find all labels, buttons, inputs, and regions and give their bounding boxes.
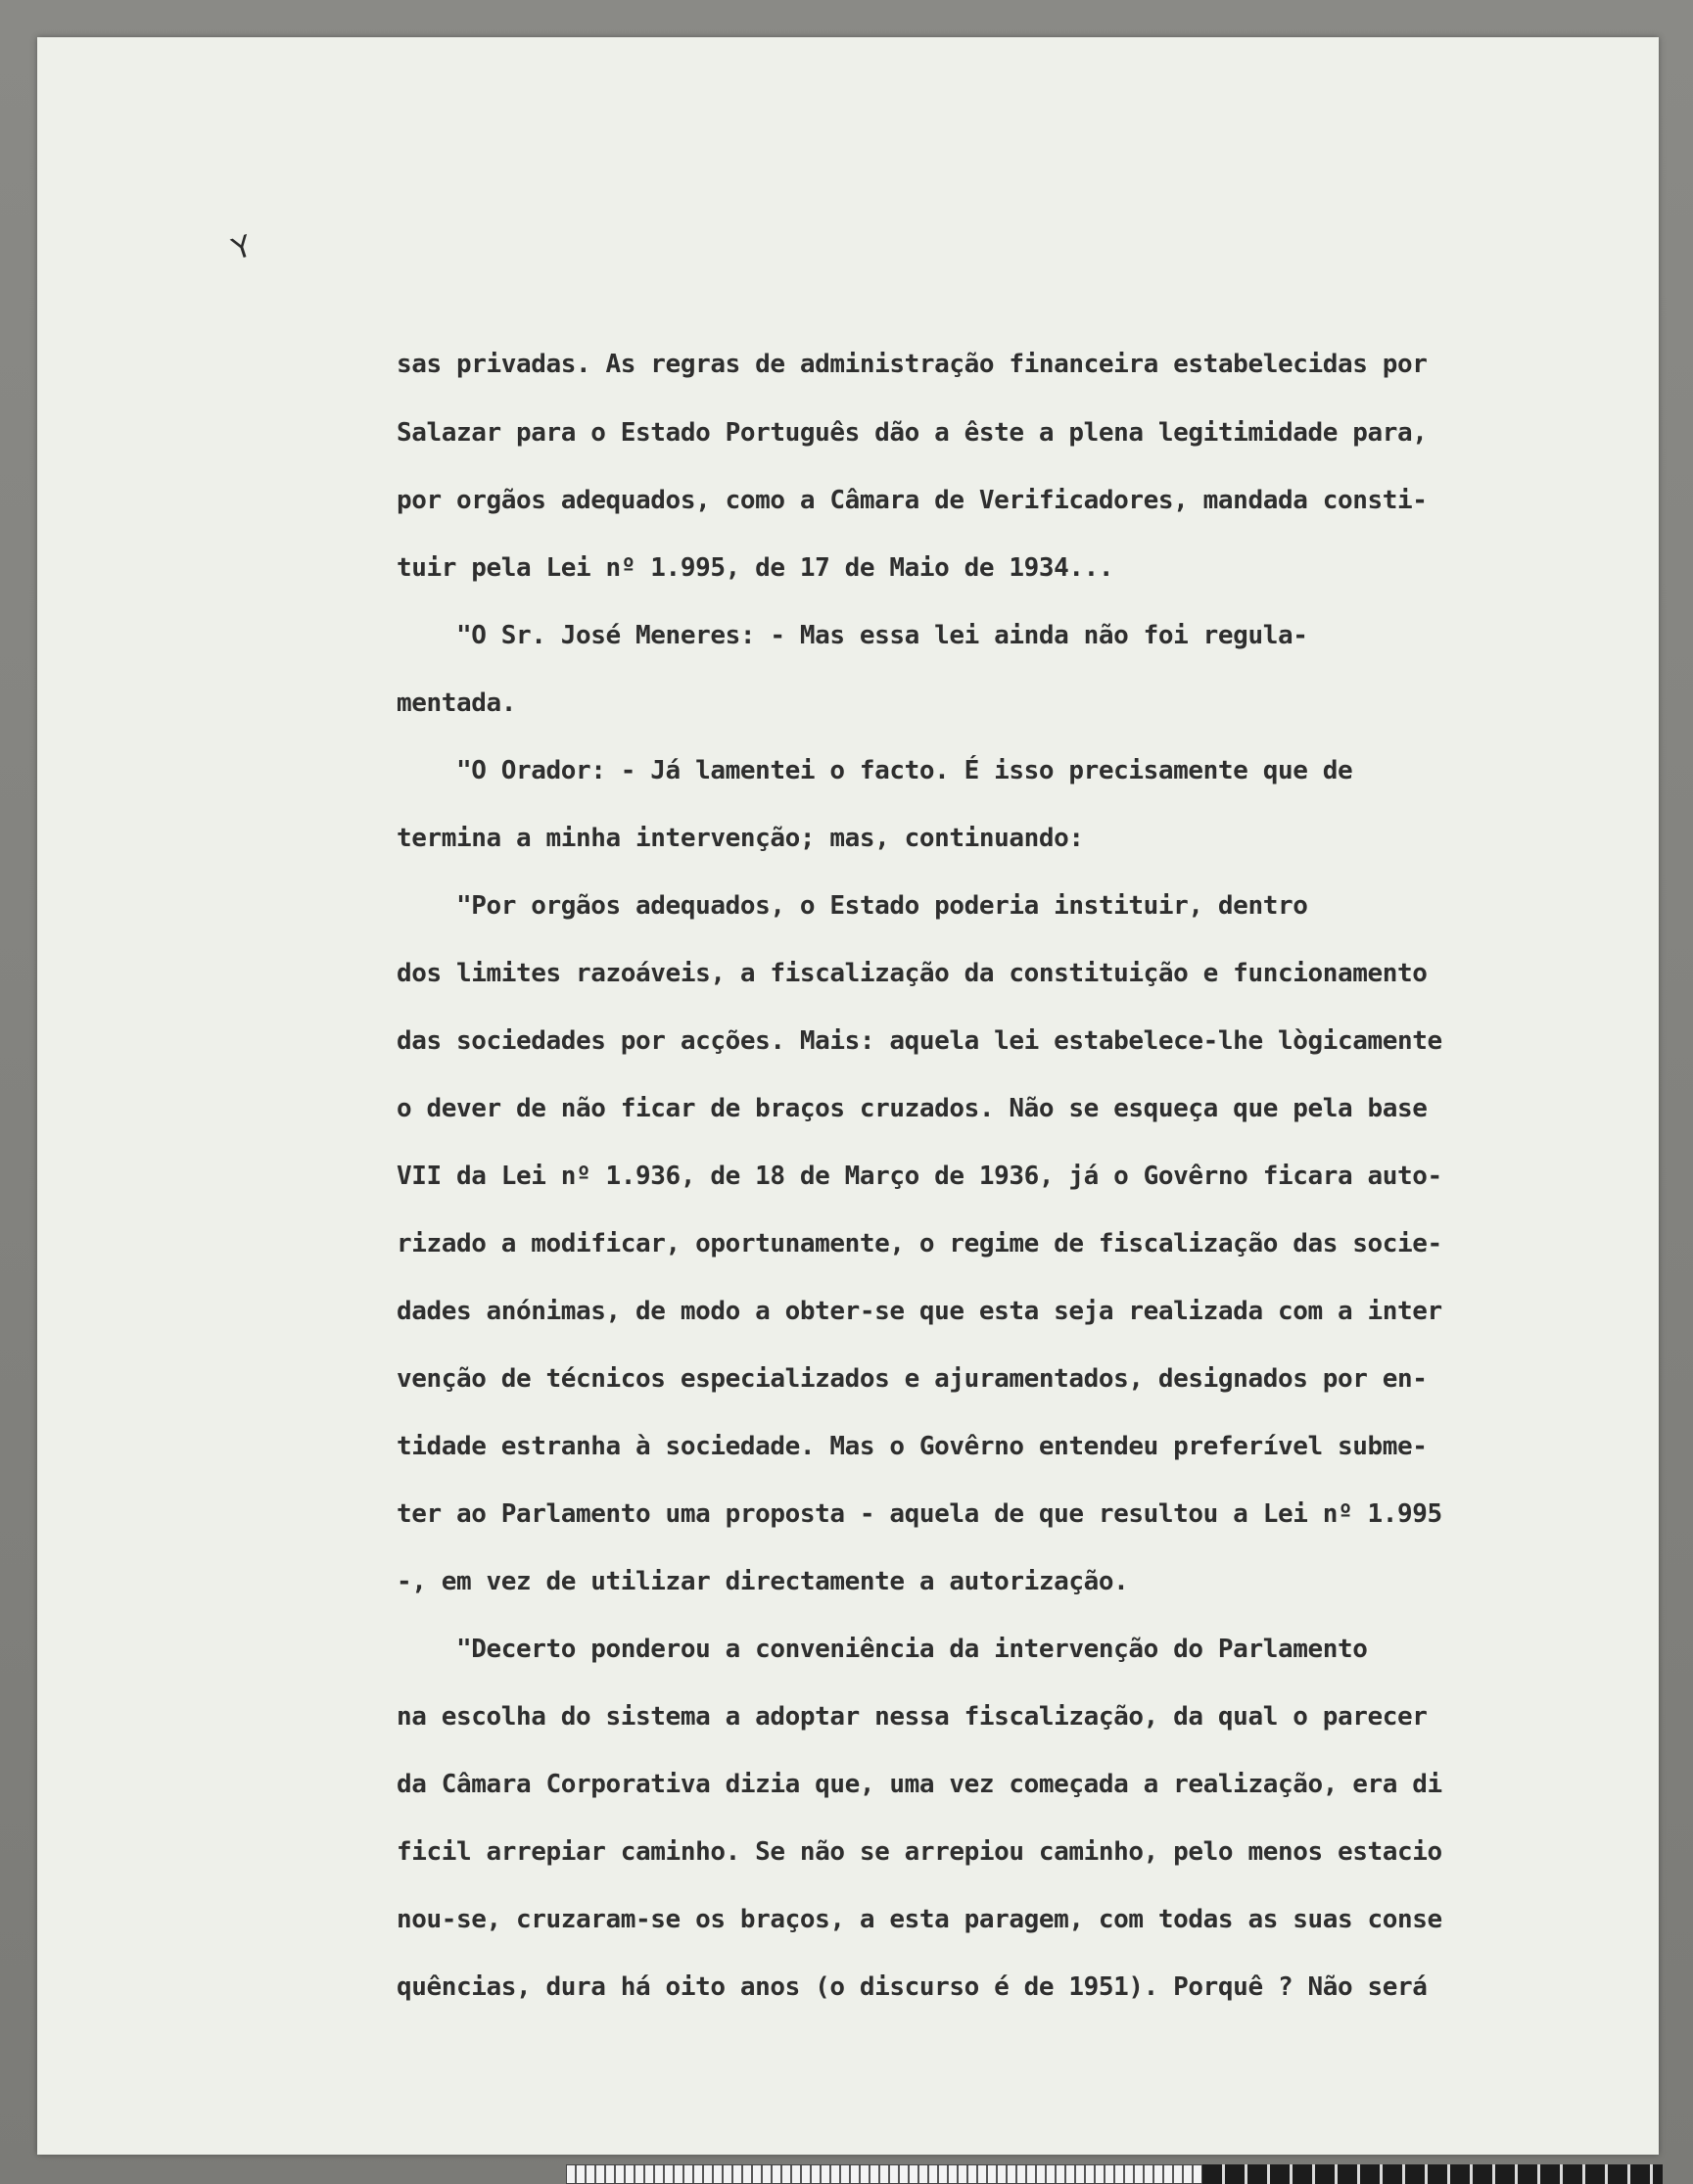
text-line: nou-se, cruzaram-se os braços, a esta paragem, com todas as suas conse <box>397 1905 1442 1934</box>
text-line: dos limites razoáveis, a fiscalização da constituição e funcionamento <box>397 959 1428 988</box>
text-line: "Por orgãos adequados, o Estado poderia instituir, dentro <box>397 891 1308 921</box>
text-line: dades anónimas, de modo a obter-se que esta seja realizada com a inter <box>397 1297 1442 1326</box>
text-line: "O Orador: - Já lamentei o facto. É isso precisamente que de <box>397 756 1353 785</box>
scale-ruler <box>566 2164 1202 2184</box>
text-line: o dever de não ficar de braços cruzados. Não se esqueça que pela base <box>397 1094 1428 1123</box>
text-line: sas privadas. As regras de administração financeira estabelecidas por <box>397 350 1428 379</box>
text-line: Salazar para o Estado Português dão a êste a plena legitimidade para, <box>397 418 1428 448</box>
text-line: "O Sr. José Meneres: - Mas essa lei ainda não foi regula- <box>397 621 1308 650</box>
text-line: por orgãos adequados, como a Câmara de Verificadores, mandada consti- <box>397 486 1428 515</box>
text-line: quências, dura há oito anos (o discurso é de 1951). Porquê ? Não será <box>397 1972 1428 2002</box>
text-line: venção de técnicos especializados e ajuramentados, designados por en- <box>397 1364 1428 1394</box>
text-line: ficil arrepiar caminho. Se não se arrepiou caminho, pelo menos estacio <box>397 1837 1442 1867</box>
text-line: tidade estranha à sociedade. Mas o Govêrno entendeu preferível subme- <box>397 1432 1428 1461</box>
text-line: das sociedades por acções. Mais: aquela lei estabelece-lhe lògicamente <box>397 1026 1442 1056</box>
text-line: da Câmara Corporativa dizia que, uma vez começada a realização, era di <box>397 1770 1442 1799</box>
text-line: ter ao Parlamento uma proposta - aquela de que resultou a Lei nº 1.995 <box>397 1499 1442 1529</box>
text-line: rizado a modificar, oportunamente, o regime de fiscalização das socie- <box>397 1229 1442 1258</box>
text-line: termina a minha intervenção; mas, continuando: <box>397 824 1084 853</box>
text-line: na escolha do sistema a adoptar nessa fiscalização, da qual o parecer <box>397 1702 1428 1732</box>
text-line: mentada. <box>397 688 517 718</box>
pencil-mark: Y <box>228 229 257 267</box>
text-line: VII da Lei nº 1.936, de 18 de Março de 1936, já o Govêrno ficara auto- <box>397 1162 1442 1191</box>
color-scale-bar <box>1202 2164 1663 2184</box>
text-line: -, em vez de utilizar directamente a autorização. <box>397 1567 1129 1596</box>
text-line: "Decerto ponderou a conveniência da intervenção do Parlamento <box>397 1635 1368 1664</box>
text-line: tuir pela Lei nº 1.995, de 17 de Maio de 1934... <box>397 553 1114 583</box>
